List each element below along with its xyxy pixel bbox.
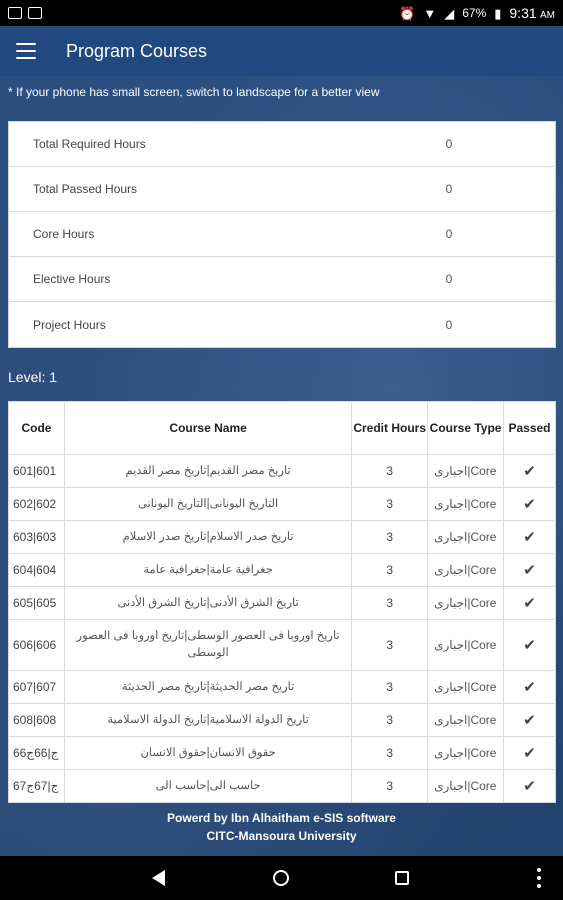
course-name: تاريخ صدر الاسلام|تاريخ صدر الاسلام — [64, 521, 351, 554]
passed-check-icon: ✔ — [504, 488, 556, 521]
passed-check-icon: ✔ — [504, 455, 556, 488]
credit-hours: 3 — [352, 704, 428, 737]
battery-level: 67% — [462, 6, 487, 20]
summary-value: 0 — [445, 227, 453, 241]
credit-hours: 3 — [352, 671, 428, 704]
recent-apps-icon[interactable] — [395, 871, 409, 885]
course-type: Core|اجبارى — [428, 671, 504, 704]
course-type: Core|اجبارى — [428, 587, 504, 620]
home-icon[interactable] — [273, 870, 289, 886]
course-type: Core|اجبارى — [428, 770, 504, 803]
table-row — [9, 521, 556, 554]
more-options-icon[interactable] — [536, 868, 542, 888]
summary-row — [9, 167, 555, 212]
passed-check-icon: ✔ — [504, 554, 556, 587]
summary-label: Total Passed Hours — [33, 182, 138, 196]
course-type: Core|اجبارى — [428, 521, 504, 554]
course-type: Core|اجبارى — [428, 554, 504, 587]
app-bar — [0, 26, 563, 76]
passed-check-icon: ✔ — [504, 737, 556, 770]
alarm-icon: ⏰ — [399, 5, 416, 21]
passed-check-icon: ✔ — [504, 620, 556, 671]
table-row — [9, 554, 556, 587]
table-row — [9, 488, 556, 521]
course-code: 606|606 — [9, 620, 65, 671]
signal-icon: ◢ — [444, 5, 455, 21]
summary-row — [9, 122, 555, 167]
summary-row — [9, 257, 555, 302]
header-credit-hours: Credit Hours — [352, 402, 428, 455]
summary-row — [9, 212, 555, 257]
summary-label: Core Hours — [33, 227, 95, 241]
footer-powered-by: Powerd by Ibn Alhaitham e-SIS software — [167, 811, 396, 825]
course-code: 66ج|66ج — [9, 737, 65, 770]
credit-hours: 3 — [352, 455, 428, 488]
table-row — [9, 671, 556, 704]
course-type: Core|اجبارى — [428, 737, 504, 770]
table-row — [9, 737, 556, 770]
table-row — [9, 704, 556, 737]
course-type: Core|اجبارى — [428, 488, 504, 521]
course-name: تاريخ مصر الحديثة|تاريخ مصر الحديثة — [64, 671, 351, 704]
course-code: 607|607 — [9, 671, 65, 704]
course-code: 603|603 — [9, 521, 65, 554]
summary-value: 0 — [445, 182, 453, 196]
course-type: Core|اجبارى — [428, 704, 504, 737]
credit-hours: 3 — [352, 770, 428, 803]
footer-university: CITC-Mansoura University — [206, 829, 357, 843]
level-heading: Level: 1 — [8, 369, 58, 385]
back-icon[interactable] — [152, 870, 165, 886]
summary-value: 0 — [445, 137, 453, 151]
content-area[interactable] — [0, 76, 563, 856]
passed-check-icon: ✔ — [504, 770, 556, 803]
table-row — [9, 455, 556, 488]
footer — [0, 809, 563, 845]
notification-icons — [8, 7, 42, 19]
passed-check-icon: ✔ — [504, 521, 556, 554]
table-row — [9, 587, 556, 620]
header-course-type: Course Type — [428, 402, 504, 455]
course-code: 601|601 — [9, 455, 65, 488]
header-passed: Passed — [504, 402, 556, 455]
landscape-hint: * If your phone has small screen, switch to landscape for a better view — [8, 85, 380, 99]
header-code: Code — [9, 402, 65, 455]
course-code: 602|602 — [9, 488, 65, 521]
credit-hours: 3 — [352, 620, 428, 671]
course-name: تاريخ اوروبا فى العصور الوسطى|تاريخ اوروبا فى العصور الوسطى — [64, 620, 351, 671]
credit-hours: 3 — [352, 587, 428, 620]
system-nav-bar — [0, 856, 563, 900]
course-name: تاريخ الشرق الأدنى|تاريخ الشرق الأدنى — [64, 587, 351, 620]
header-course-name: Course Name — [64, 402, 351, 455]
summary-label: Elective Hours — [33, 272, 111, 286]
course-name: جغرافية عامة|جغرافية عامة — [64, 554, 351, 587]
courses-table — [8, 401, 556, 803]
course-name: حاسب الى|حاسب الى — [64, 770, 351, 803]
battery-icon: ▮ — [494, 5, 502, 21]
course-type: Core|اجبارى — [428, 455, 504, 488]
table-row — [9, 620, 556, 671]
course-code: 608|608 — [9, 704, 65, 737]
course-code: 604|604 — [9, 554, 65, 587]
gmail-icon — [8, 7, 22, 19]
table-header-row — [9, 402, 556, 455]
page-title: Program Courses — [66, 40, 208, 61]
summary-value: 0 — [445, 272, 453, 286]
credit-hours: 3 — [352, 737, 428, 770]
app-notification-icon — [28, 7, 42, 19]
course-code: 605|605 — [9, 587, 65, 620]
course-name: تاريخ مصر القديم|تاريخ مصر القديم — [64, 455, 351, 488]
credit-hours: 3 — [352, 521, 428, 554]
clock: 9:31 AM — [509, 5, 555, 21]
passed-check-icon: ✔ — [504, 587, 556, 620]
summary-label: Total Required Hours — [33, 137, 146, 151]
summary-label: Project Hours — [33, 317, 106, 332]
course-name: التاريخ اليونانى|التاريخ اليونانى — [64, 488, 351, 521]
credit-hours: 3 — [352, 554, 428, 587]
status-bar — [0, 0, 563, 26]
summary-row — [9, 302, 555, 347]
system-icons — [399, 5, 555, 21]
hamburger-menu-icon[interactable] — [16, 43, 36, 59]
credit-hours: 3 — [352, 488, 428, 521]
summary-value: 0 — [445, 317, 453, 332]
hours-summary-card — [8, 121, 556, 348]
table-row — [9, 770, 556, 803]
passed-check-icon: ✔ — [504, 671, 556, 704]
course-name: حقوق الانسان|حقوق الانسان — [64, 737, 351, 770]
course-code: 67ج|67ج — [9, 770, 65, 803]
course-type: Core|اجبارى — [428, 620, 504, 671]
passed-check-icon: ✔ — [504, 704, 556, 737]
wifi-icon: ▼ — [423, 5, 437, 21]
course-name: تاريخ الدولة الاسلامية|تاريخ الدولة الاسلامية — [64, 704, 351, 737]
